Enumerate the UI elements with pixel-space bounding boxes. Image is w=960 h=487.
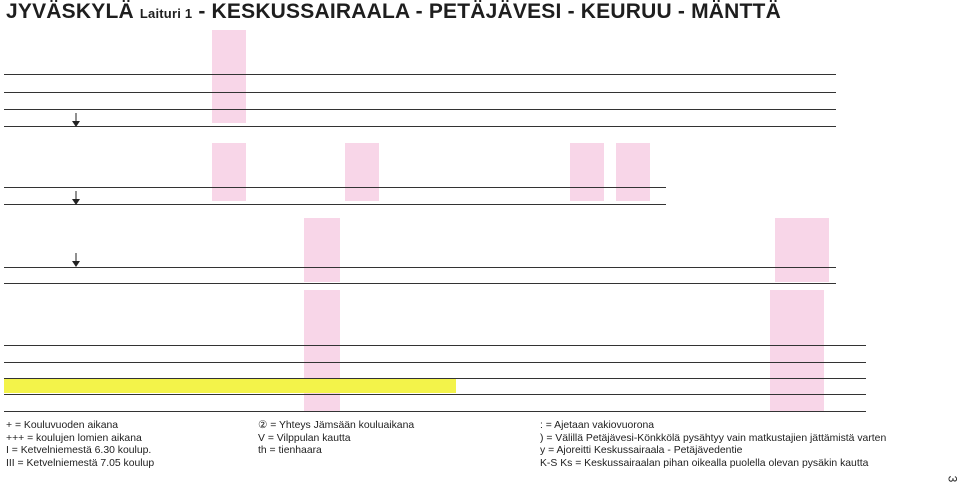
pika-column-bg	[212, 143, 246, 201]
legend-item: I = Ketvelniemestä 6.30 koulup.	[6, 445, 152, 457]
legend-item: K-S Ks = Keskussairaalan pihan oikealla puolella olevan pysäkin kautta	[540, 457, 869, 469]
legend-item: y = Ajoreitti Keskussairaala - Petäjävedentie	[540, 445, 743, 457]
row-divider	[4, 411, 866, 412]
row-divider	[4, 109, 836, 110]
row-divider	[4, 345, 866, 346]
highlight-row-bg	[4, 379, 456, 393]
row-divider	[4, 362, 866, 363]
row-divider	[4, 267, 836, 268]
row-divider	[4, 92, 836, 93]
direction-arrow	[72, 253, 80, 270]
row-divider	[4, 204, 666, 205]
direction-arrow	[72, 191, 80, 208]
pika-column-bg	[304, 218, 340, 282]
title-platform: Laituri 1	[139, 6, 193, 21]
pika-column-bg	[570, 143, 604, 201]
pika-column-bg	[345, 143, 379, 201]
legend-item: + = Kouluvuoden aikana	[6, 420, 119, 431]
row-divider	[4, 187, 666, 188]
row-divider	[4, 126, 836, 127]
row-divider	[4, 283, 836, 284]
legend-item: III = Ketvelniemestä 7.05 koulup	[6, 457, 155, 469]
direction-arrow	[72, 113, 80, 130]
row-divider	[4, 74, 836, 75]
title-route: - KESKUSSAIRAALA - PETÄJÄVESI - KEURUU - MÄNTTÄ	[198, 0, 781, 23]
legend-item: +++ = koulujen lomien aikana	[6, 432, 142, 444]
legend-item: ) = Välillä Petäjävesi-Könkkölä pysähtyy vain matkustajien jättämistä varten	[540, 432, 887, 444]
legend-item: V = Vilppulan kautta	[258, 432, 351, 444]
page-title	[6, 0, 781, 24]
legend-item: th = tienhaara	[258, 445, 322, 457]
title-city: JYVÄSKYLÄ	[6, 0, 134, 23]
page-number: 3	[945, 475, 960, 483]
legend-item: : = Ajetaan vakiovuorona	[540, 420, 655, 431]
row-divider	[4, 394, 866, 395]
legend-item: ② = Yhteys Jämsään kouluaikana	[258, 420, 415, 431]
pika-column-bg	[616, 143, 650, 201]
pika-column-bg	[775, 218, 829, 282]
